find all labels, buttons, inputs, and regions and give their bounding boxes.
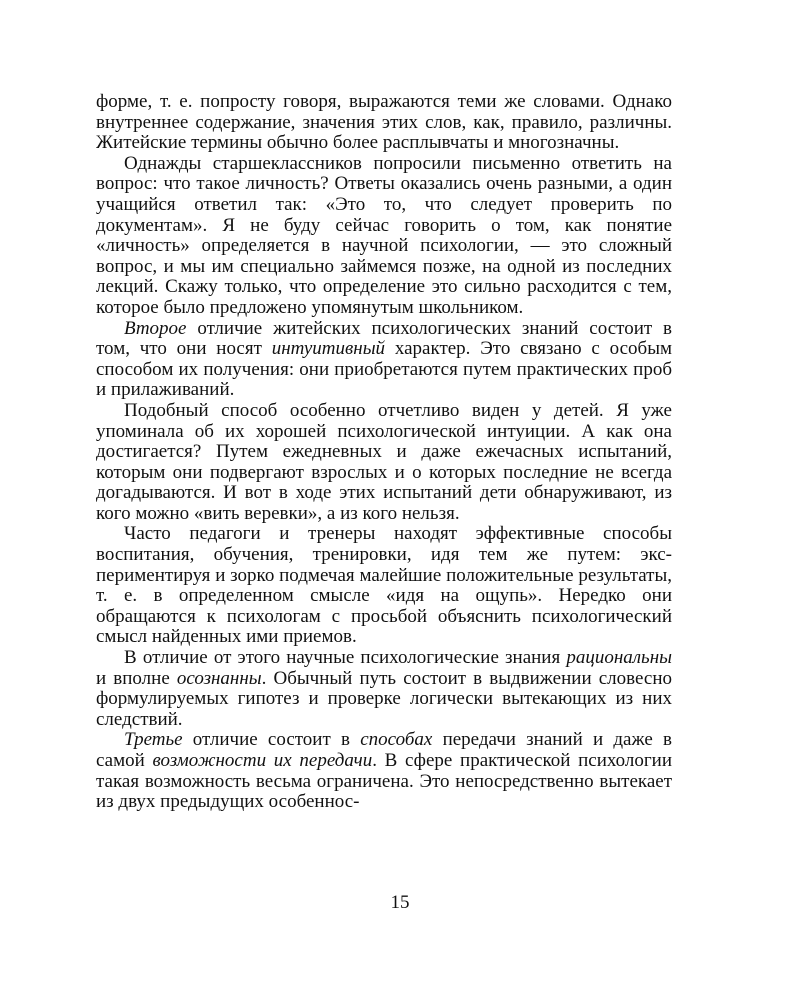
paragraph-5: [96, 524, 672, 648]
paragraph-6-text-3: . Обычный путь состоит в выдвижении словесно формулируемых гипотез и проверке логически вытекающих из них следствий.: [96, 667, 673, 730]
paragraph-7-text-2: передачи знаний и даже в самой: [96, 729, 672, 771]
paragraph-6: [96, 648, 672, 730]
page-body: [96, 92, 672, 813]
paragraph-7-italic-3: возможности их передачи: [152, 750, 373, 771]
paragraph-6-italic-1: рациональны: [566, 647, 672, 669]
paragraph-4: [96, 401, 672, 525]
paragraph-3-text-2: характер. Это связано с особым способом их получения: они приобретаются путем практических проб и прилаживаний.: [96, 338, 672, 401]
paragraph-1: [96, 92, 672, 154]
page-number: 15: [390, 892, 410, 913]
paragraph-3: [96, 319, 672, 401]
paragraph-7: [96, 730, 672, 812]
paragraph-7-italic-1: Третье: [124, 729, 183, 751]
paragraph-5-text: Часто педагоги и тренеры находят эффективные способы воспитания, обучения, тренировки, идя тем же путем: экспериментируя и зорко подмечая малейшие положительные результаты, т. е. в определенном смысле «идя на ощупь». Нередко они обращаются к психологам с просьбой объяснить психологический смысл найденных ими приемов.: [96, 523, 672, 648]
paragraph-7-italic-2: способах: [360, 729, 433, 751]
paragraph-3-text-1: отличие житейских психологических знаний состоит в том, что они носят: [96, 317, 672, 360]
paragraph-3-italic-2: интуитивный: [271, 338, 386, 360]
paragraph-7-text-1: отличие состоит в: [182, 729, 361, 751]
paragraph-6-text-2: и вполне: [96, 667, 177, 689]
paragraph-4-text: Подобный способ особенно отчетливо виден у детей. Я уже упоминала об их хорошей психологической интуиции. А как она достигается? Путем ежедневных и даже ежечасных испытаний, которым они подвергают взрослых и о которых последние не всегда догадываются. И вот в ходе этих испытаний дети обнаруживают, из кого можно «вить веревки», а из кого нельзя.: [96, 399, 672, 524]
paragraph-7-text-3: . В сфере практической психологии такая возможность весьма ограничена. Это непосредственно вытекает из двух предыдущих особеннос-: [96, 750, 672, 813]
paragraph-6-italic-2: осознанны: [176, 667, 262, 689]
paragraph-2-text: Однажды старшеклассников попросили письменно ответить на вопрос: что такое личность? Ответы оказались очень разными, а один учащийся ответил так: «Это то, что следует проверить по документам». Я не буду сейчас говорить о том, как понятие «личность» определяется в научной психологии, — это сложный вопрос, и мы им специально займемся позже, на одной из последних лекций. Скажу только, что определение это сильно расходится с тем, которое было предложено упомянутым школьником.: [96, 152, 672, 318]
paragraph-2: [96, 154, 672, 319]
paragraph-3-italic-1: Второе: [124, 317, 187, 339]
paragraph-1-text: форме, т. е. попросту говоря, выражаются теми же словами. Однако внутреннее содержание, значения этих слов, как, правило, различны. Житейские термины обычно более расплывчаты и многозначны.: [96, 91, 672, 154]
paragraph-6-text-1: В отличие от этого научные психологические знания: [124, 647, 567, 669]
